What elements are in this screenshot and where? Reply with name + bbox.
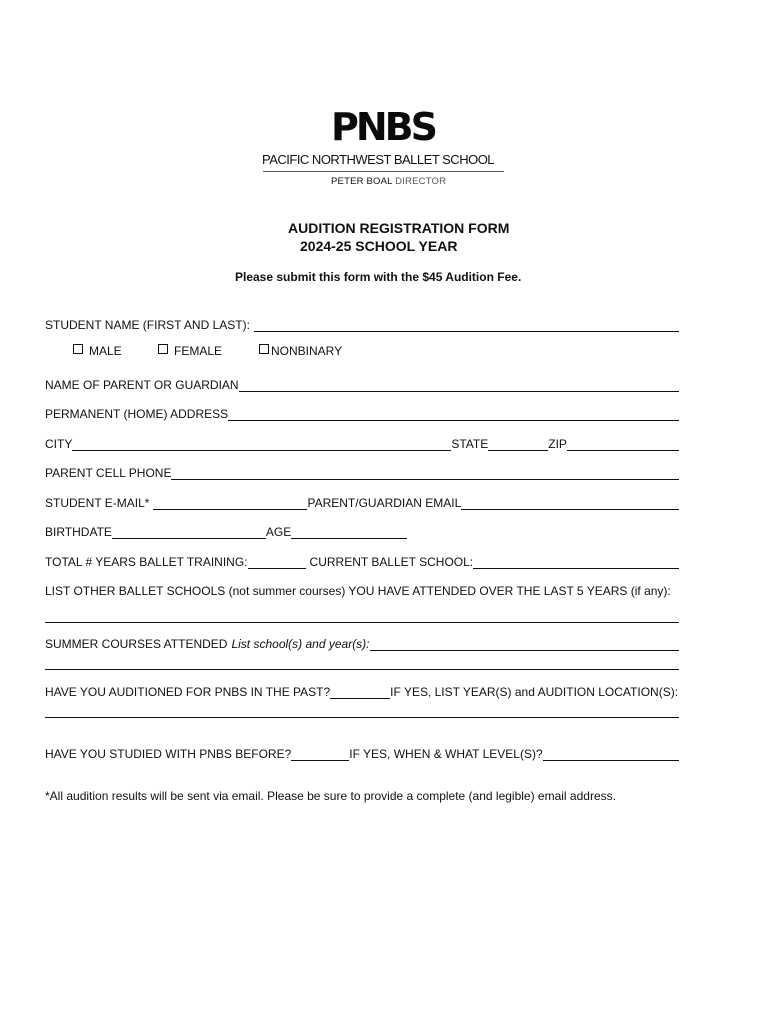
state-field[interactable] (488, 437, 548, 451)
studied-details-field[interactable] (543, 747, 679, 761)
city-field[interactable] (72, 437, 451, 451)
nonbinary-checkbox[interactable] (259, 344, 269, 354)
school-name: PACIFIC NORTHWEST BALLET SCHOOL (262, 152, 495, 167)
student-name-row (45, 314, 679, 332)
student-email-label: STUDENT E-MAIL* (45, 496, 150, 510)
student-name-label: STUDENT NAME (FIRST AND LAST): (45, 318, 250, 332)
years-training-label: TOTAL # YEARS BALLET TRAINING: (45, 555, 248, 569)
state-label: STATE (451, 437, 489, 451)
zip-label: ZIP (548, 437, 567, 451)
summer-courses-row (45, 633, 679, 651)
male-label: MALE (89, 344, 122, 358)
studied-field[interactable] (291, 747, 349, 761)
student-email-field[interactable] (153, 496, 307, 510)
address-label: PERMANENT (HOME) ADDRESS (45, 407, 229, 421)
city-label: CITY (45, 437, 73, 451)
director-name: PETER BOAL (331, 176, 393, 187)
director-line (331, 176, 446, 187)
parent-cell-row (45, 462, 679, 480)
studied-row (45, 743, 679, 761)
summer-courses-hint: List school(s) and year(s): (231, 637, 370, 651)
header-divider (263, 171, 504, 172)
current-school-field[interactable] (473, 555, 679, 569)
city-state-zip-row (45, 433, 679, 451)
form-subtitle: 2024-25 SCHOOL YEAR (300, 238, 458, 254)
male-checkbox[interactable] (73, 344, 83, 354)
zip-field[interactable] (567, 437, 679, 451)
other-schools-row (45, 580, 671, 598)
student-name-field[interactable] (254, 318, 679, 332)
auditioned-followup-label: IF YES, LIST YEAR(S) and AUDITION LOCATION(S): (390, 685, 679, 699)
email-row (45, 492, 679, 510)
parent-name-field[interactable] (239, 378, 679, 392)
parent-name-row (45, 374, 679, 392)
age-field[interactable] (291, 525, 407, 539)
parent-cell-field[interactable] (171, 466, 679, 480)
female-checkbox[interactable] (158, 344, 168, 354)
fee-instruction: Please submit this form with the $45 Audition Fee. (235, 270, 522, 284)
other-schools-label: LIST OTHER BALLET SCHOOLS (not summer courses) YOU HAVE ATTENDED OVER THE LAST 5 YEARS (if any): (45, 584, 671, 598)
gender-option-male[interactable] (73, 344, 122, 358)
auditioned-label: HAVE YOU AUDITIONED FOR PNBS IN THE PAST? (45, 685, 331, 699)
gender-option-nonbinary[interactable] (259, 344, 342, 358)
birthdate-age-row (45, 521, 407, 539)
email-footnote: *All audition results will be sent via email. Please be sure to provide a complete (and legible) email address. (45, 789, 616, 803)
auditioned-row (45, 681, 678, 699)
form-title: AUDITION REGISTRATION FORM (288, 220, 510, 236)
parent-email-label: PARENT/GUARDIAN EMAIL (307, 496, 462, 510)
auditioned-field[interactable] (330, 685, 390, 699)
parent-email-field[interactable] (461, 496, 679, 510)
address-field[interactable] (228, 407, 679, 421)
studied-followup-label: IF YES, WHEN & WHAT LEVEL(S)? (349, 747, 543, 761)
summer-courses-label: SUMMER COURSES ATTENDED (45, 637, 228, 651)
director-title: DIRECTOR (395, 176, 447, 187)
birthdate-field[interactable] (112, 525, 266, 539)
summer-courses-extra-line[interactable] (45, 669, 679, 670)
gender-option-female[interactable] (158, 344, 222, 358)
nonbinary-label: NONBINARY (271, 344, 343, 358)
address-row (45, 403, 679, 421)
age-label: AGE (265, 525, 292, 539)
current-school-label: CURRENT BALLET SCHOOL: (309, 555, 474, 569)
studied-label: HAVE YOU STUDIED WITH PNBS BEFORE? (45, 747, 292, 761)
audition-details-field[interactable] (45, 717, 679, 718)
parent-cell-label: PARENT CELL PHONE (45, 466, 172, 480)
birthdate-label: BIRTHDATE (45, 525, 112, 539)
training-row (45, 551, 679, 569)
parent-name-label: NAME OF PARENT OR GUARDIAN (45, 378, 239, 392)
years-training-field[interactable] (248, 555, 306, 569)
female-label: FEMALE (174, 344, 223, 358)
summer-courses-field[interactable] (370, 637, 679, 651)
other-schools-field[interactable] (45, 622, 679, 623)
pnbs-logo: PNBS (331, 105, 435, 149)
